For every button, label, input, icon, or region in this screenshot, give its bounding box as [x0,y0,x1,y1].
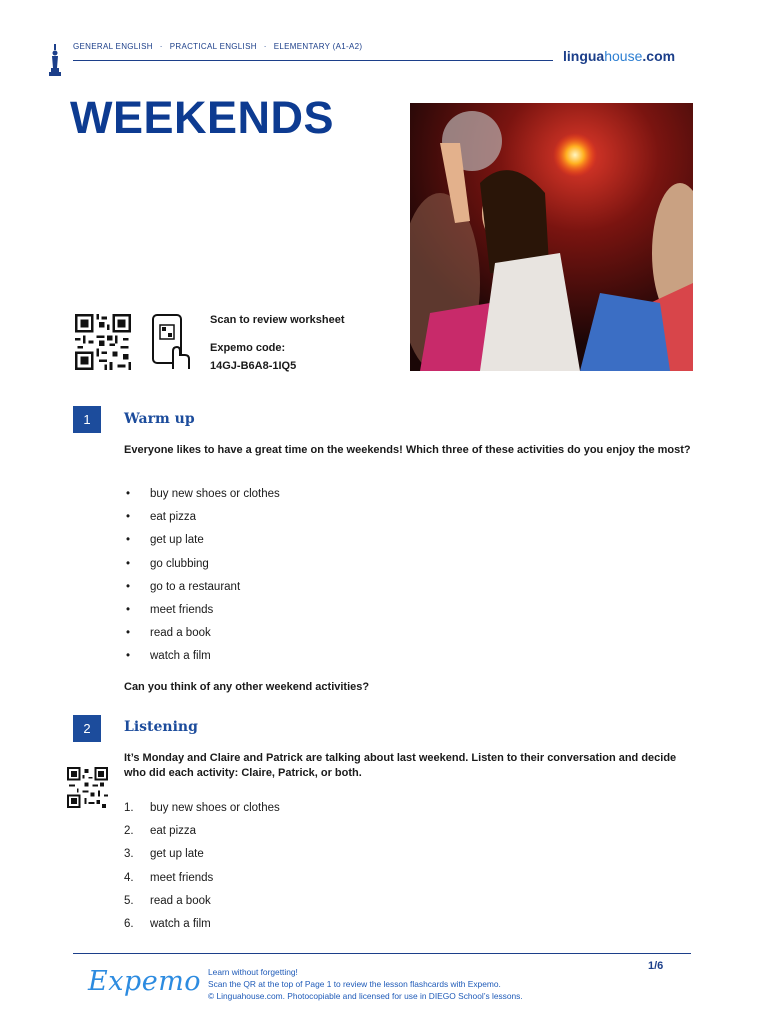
listening-list [124,797,280,936]
list-item: • eat pizza [124,506,280,529]
expemo-logo[interactable]: Expemo [88,966,202,997]
item-text: eat pizza [150,825,197,838]
list-item: • get up late [124,529,280,552]
list-item [124,820,280,843]
list-item: • go to a restaurant [124,576,280,599]
page-title: WEEKENDS [70,92,335,143]
item-text: buy new shoes or clothes [150,802,280,814]
breadcrumb [73,42,362,51]
brand-light: house [604,48,643,64]
footer-text [208,966,523,1002]
breadcrumb-separator: · [159,42,163,51]
item-number: 6. [124,918,134,931]
list-item: • go clubbing [124,553,280,576]
footer-copyright: © Linguahouse.com. Photocopiable and licensed for use in DIEGO School’s lessons. [208,991,523,1001]
section-instruction: Everyone likes to have a great time on the weekends! Which three of these activities do you enjoy the most? [124,444,691,456]
footer-tagline: Learn without forgetting! [208,967,298,977]
breadcrumb-item[interactable]: GENERAL ENGLISH [73,42,153,51]
item-text: read a book [150,894,211,907]
item-number: 1. [124,802,134,814]
statue-of-liberty-icon [48,44,62,76]
expemo-code-value: 14GJ-B6A8-1IQ5 [210,360,297,372]
breadcrumb-item[interactable]: PRACTICAL ENGLISH [169,42,257,51]
phone-scan-icon [151,313,191,371]
section-number: 2 [73,715,101,742]
scan-instruction: Scan to review worksheet [210,314,345,326]
item-number: 4. [124,871,134,884]
section-number: 1 [73,406,101,433]
section-title: Listening [124,719,198,735]
brand-bold: lingua [563,48,605,64]
brand-logo[interactable] [563,48,675,64]
item-number: 2. [124,825,134,838]
breadcrumb-separator: · [263,42,267,51]
list-item [124,867,280,890]
list-item: • watch a film [124,645,280,668]
footer-rule [73,953,691,954]
footer-scan-note: Scan the QR at the top of Page 1 to review the lesson flashcards with Expemo. [208,979,501,989]
header-rule [73,60,553,61]
qr-code[interactable] [73,314,133,370]
list-item: • read a book [124,622,280,645]
expemo-code-label: Expemo code: [210,342,286,354]
brand-suffix: .com [642,48,676,64]
follow-up-question: Can you think of any other weekend activities? [124,681,370,693]
item-text: watch a film [150,918,211,931]
activity-list [124,483,280,669]
item-number: 5. [124,894,134,907]
list-item: • meet friends [124,599,280,622]
list-item [124,843,280,866]
party-photo [410,103,693,371]
section-title: Warm up [124,411,195,427]
item-text: get up late [150,848,204,861]
list-item [124,890,280,913]
page-number: 1/6 [648,960,664,972]
breadcrumb-item[interactable]: ELEMENTARY (A1-A2) [273,42,363,51]
audio-qr-code[interactable] [66,767,109,808]
list-item: • buy new shoes or clothes [124,483,280,506]
list-item [124,797,280,820]
item-number: 3. [124,848,134,861]
section-instruction: It’s Monday and Claire and Patrick are talking about last weekend. Listen to their conversation and decide who did each activity: Claire, Patrick, or both. [124,752,677,779]
item-text: meet friends [150,871,214,884]
list-item [124,913,280,936]
